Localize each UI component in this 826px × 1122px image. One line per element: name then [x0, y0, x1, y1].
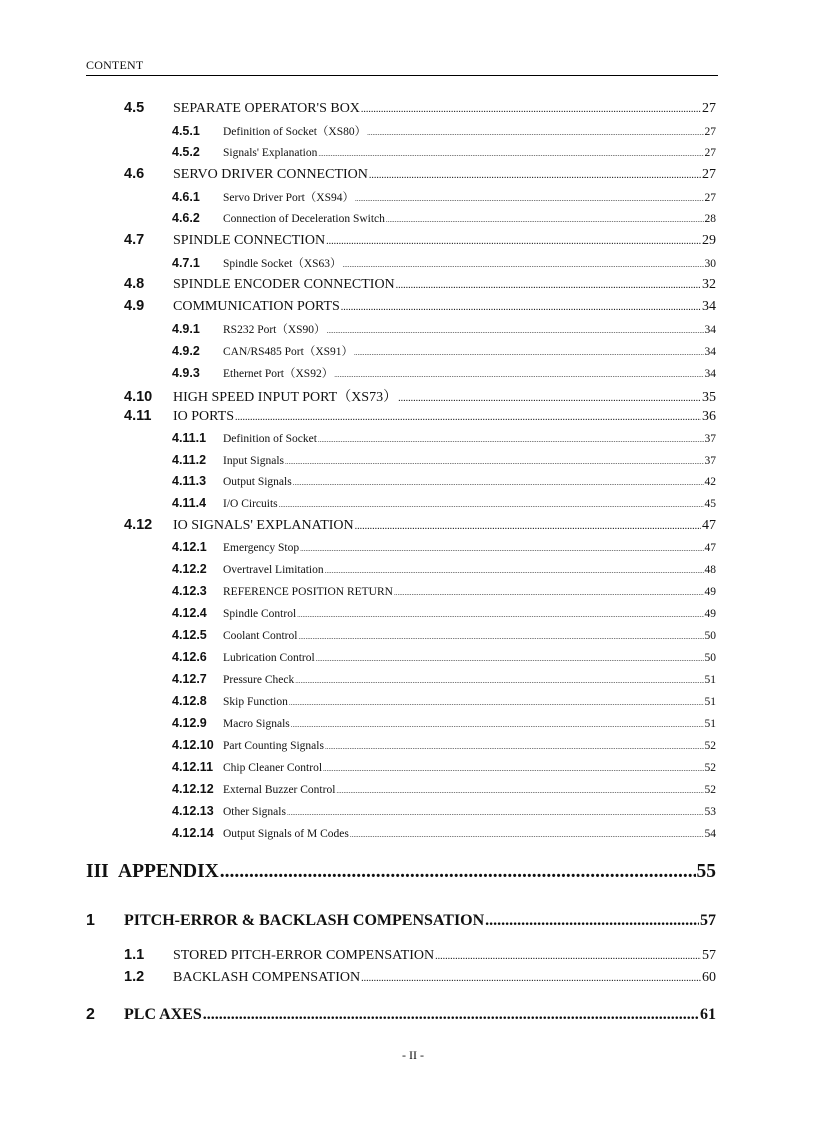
toc-entry-page: 28: [704, 213, 716, 225]
toc-entry-page: 34: [704, 368, 716, 380]
toc-entry-title: REFERENCE POSITION RETURN: [223, 586, 393, 598]
toc-entry[interactable]: [124, 298, 716, 315]
dot-leader: [291, 721, 704, 729]
toc-entry[interactable]: [172, 365, 716, 381]
toc-entry-number: 4.12.1: [172, 540, 207, 554]
toc-entry-page: 42: [704, 476, 716, 488]
dot-leader: [325, 567, 704, 575]
toc-entry-number: 4.12.10: [172, 738, 214, 752]
toc-entry-title: Definition of Socket（XS80）: [223, 126, 367, 138]
dot-leader: [327, 327, 704, 335]
toc-entry[interactable]: [172, 189, 716, 205]
toc-entry-page: 48: [704, 564, 716, 576]
toc-entry-page: 49: [704, 586, 716, 598]
toc-entry[interactable]: [124, 166, 716, 183]
toc-entry-page: 60: [702, 970, 716, 985]
toc-entry-number: 1: [86, 912, 95, 929]
toc-entry[interactable]: [86, 912, 716, 930]
toc-entry-number: 4.9.3: [172, 366, 200, 380]
dot-leader: [220, 861, 696, 883]
toc-entry-page: 27: [704, 147, 716, 159]
toc-entry-number: III: [86, 861, 109, 882]
toc-entry-number: 4.11.1: [172, 431, 207, 445]
toc-entry[interactable]: [172, 474, 716, 488]
toc-entry-page: 30: [704, 258, 716, 270]
toc-entry-title: Connection of Deceleration Switch: [223, 213, 385, 225]
toc-entry[interactable]: [124, 232, 716, 249]
toc-entry-page: 54: [704, 828, 716, 840]
toc-entry-number: 4.12.9: [172, 716, 207, 730]
toc-entry-title: Chip Cleaner Control: [223, 762, 323, 774]
toc-entry-number: 4.5: [124, 100, 145, 116]
toc-entry-number: 4.6.2: [172, 211, 200, 225]
dot-leader: [369, 167, 701, 183]
toc-entry-title: HIGH SPEED INPUT PORT（XS73）: [173, 390, 398, 405]
toc-entry[interactable]: [172, 628, 716, 642]
toc-entry-page: 55: [696, 861, 716, 882]
dot-leader: [398, 390, 701, 406]
toc-entry-number: 4.5.2: [172, 145, 200, 159]
dot-leader: [235, 409, 701, 425]
toc-entry-page: 35: [702, 390, 716, 405]
toc-entry[interactable]: [172, 760, 716, 774]
toc-entry-number: 4.12.3: [172, 584, 207, 598]
toc-entry-title: Macro Signals: [223, 718, 290, 730]
toc-entry-number: 4.6.1: [172, 190, 200, 204]
toc-entry-page: 37: [704, 433, 716, 445]
toc-entry-page: 51: [704, 696, 716, 708]
toc-entry[interactable]: [86, 1006, 716, 1024]
toc-entry-number: 4.12.6: [172, 650, 207, 664]
dot-leader: [203, 1006, 699, 1024]
toc-entry-title: SPINDLE ENCODER CONNECTION: [173, 277, 395, 292]
toc-entry-number: 4.11.3: [172, 474, 207, 488]
toc-entry-page: 36: [702, 409, 716, 424]
toc-entry-title: Output Signals of M Codes: [223, 828, 349, 840]
dot-leader: [361, 101, 701, 117]
toc-entry-title: SPINDLE CONNECTION: [173, 233, 326, 248]
toc-entry-title: CAN/RS485 Port（XS91）: [223, 346, 354, 358]
dot-leader: [361, 970, 701, 986]
dot-leader: [343, 261, 704, 269]
toc-entry-title: Overtravel Limitation: [223, 564, 324, 576]
toc-entry-number: 4.11: [124, 408, 152, 424]
toc-entry-number: 4.9.1: [172, 322, 200, 336]
toc-entry-title: SERVO DRIVER CONNECTION: [173, 167, 368, 182]
toc-entry-number: 4.6: [124, 166, 145, 182]
toc-entry-title: PLC AXES: [124, 1006, 202, 1023]
toc-entry[interactable]: [172, 672, 716, 686]
toc-entry[interactable]: [172, 804, 716, 818]
toc-entry[interactable]: [172, 650, 716, 664]
toc-entry-title: Input Signals: [223, 455, 285, 467]
toc-entry-page: 37: [704, 455, 716, 467]
toc-entry-page: 51: [704, 674, 716, 686]
toc-entry[interactable]: [124, 947, 716, 964]
toc-entry-number: 4.12.14: [172, 826, 214, 840]
dot-leader: [289, 699, 704, 707]
toc-entry-page: 51: [704, 718, 716, 730]
toc-entry-title: Pressure Check: [223, 674, 295, 686]
toc-entry-page: 47: [704, 542, 716, 554]
toc-entry-page: 47: [702, 518, 716, 533]
toc-entry[interactable]: [172, 321, 716, 337]
toc-entry-page: 52: [704, 784, 716, 796]
toc-entry[interactable]: [172, 606, 716, 620]
toc-entry[interactable]: [124, 408, 716, 425]
toc-entry[interactable]: [172, 255, 716, 271]
toc-entry[interactable]: [86, 861, 716, 883]
toc-entry-title: IO SIGNALS' EXPLANATION: [173, 518, 354, 533]
toc-entry-page: 27: [702, 167, 716, 182]
toc-entry-number: 4.9: [124, 298, 145, 314]
toc-entry[interactable]: [172, 738, 716, 752]
toc-entry[interactable]: [172, 540, 716, 554]
toc-entry-page: 27: [704, 192, 716, 204]
dot-leader: [293, 479, 704, 487]
dot-leader: [298, 633, 703, 641]
toc-entry-number: 4.12.2: [172, 562, 207, 576]
toc-entry-title: STORED PITCH-ERROR COMPENSATION: [173, 948, 435, 963]
dot-leader: [354, 349, 703, 357]
page-number: - II -: [402, 1048, 424, 1062]
toc-entry-number: 1.2: [124, 969, 145, 985]
toc-entry-number: 4.11.2: [172, 453, 207, 467]
toc-entry[interactable]: [172, 584, 716, 598]
toc-entry-title: Spindle Socket（XS63）: [223, 258, 342, 270]
toc-entry-number: 1.1: [124, 947, 145, 963]
dot-leader: [279, 501, 704, 509]
dot-leader: [287, 809, 704, 817]
toc-entry-page: 52: [704, 740, 716, 752]
toc-entry-page: 49: [704, 608, 716, 620]
toc-entry-title: COMMUNICATION PORTS: [173, 299, 340, 314]
toc-entry-number: 4.9.2: [172, 344, 200, 358]
toc-entry-number: 4.11.4: [172, 496, 207, 510]
toc-entry-page: 53: [704, 806, 716, 818]
toc-entry-number: 4.12.11: [172, 760, 214, 774]
toc-entry-page: 32: [702, 277, 716, 292]
toc-entry[interactable]: [124, 276, 716, 293]
toc-entry-number: 4.5.1: [172, 124, 200, 138]
dot-leader: [318, 150, 703, 158]
running-header: CONTENT: [86, 58, 144, 72]
toc-entry-number: 4.12.5: [172, 628, 207, 642]
toc-entry-title: Output Signals: [223, 476, 292, 488]
toc-entry-title: External Buzzer Control: [223, 784, 336, 796]
dot-leader: [355, 518, 701, 534]
toc-entry[interactable]: [172, 496, 716, 510]
toc-entry[interactable]: [172, 826, 716, 840]
toc-entry-page: 27: [702, 101, 716, 116]
toc-entry-number: 4.10: [124, 389, 153, 405]
dot-leader: [316, 655, 704, 663]
dot-leader: [318, 436, 704, 444]
toc-entry-page: 27: [704, 126, 716, 138]
dot-leader: [295, 677, 703, 685]
toc-entry-number: 4.7: [124, 232, 145, 248]
toc-entry-number: 4.12.4: [172, 606, 207, 620]
toc-entry-title: PITCH-ERROR & BACKLASH COMPENSATION: [124, 912, 485, 929]
dot-leader: [386, 216, 704, 224]
dot-leader: [326, 233, 701, 249]
toc-entry-title: SEPARATE OPERATOR'S BOX: [173, 101, 360, 116]
toc-entry-page: 52: [704, 762, 716, 774]
toc-entry-page: 57: [700, 912, 716, 929]
toc-entry[interactable]: [172, 716, 716, 730]
toc-entry-title: Signals' Explanation: [223, 147, 318, 159]
toc-entry-title: Ethernet Port（XS92）: [223, 368, 334, 380]
toc-entry-page: 50: [704, 652, 716, 664]
dot-leader: [355, 195, 704, 203]
dot-leader: [396, 277, 701, 293]
toc-entry-title: IO PORTS: [173, 409, 235, 424]
toc-entry-title: I/O Circuits: [223, 498, 278, 510]
toc-entry-title: Part Counting Signals: [223, 740, 324, 752]
dot-leader: [341, 299, 701, 315]
dot-leader: [334, 371, 703, 379]
dot-leader: [297, 611, 703, 619]
toc-entry[interactable]: [124, 517, 716, 534]
dot-leader: [350, 831, 704, 839]
toc-entry[interactable]: [172, 145, 716, 159]
toc-entry-title: BACKLASH COMPENSATION: [173, 970, 361, 985]
toc-entry-page: 45: [704, 498, 716, 510]
toc-entry[interactable]: [172, 431, 716, 445]
toc-entry[interactable]: [172, 453, 716, 467]
toc-entry-title: Spindle Control: [223, 608, 297, 620]
toc-entry[interactable]: [172, 123, 716, 139]
toc-entry-page: 34: [704, 346, 716, 358]
toc-entry[interactable]: [172, 343, 716, 359]
toc-entry-title: Emergency Stop: [223, 542, 300, 554]
toc-entry[interactable]: [172, 782, 716, 796]
dot-leader: [336, 787, 703, 795]
toc-entry-title: Coolant Control: [223, 630, 298, 642]
dot-leader: [435, 948, 701, 964]
toc-entry-number: 4.8: [124, 276, 145, 292]
toc-entry-number: 4.12: [124, 517, 153, 533]
toc-entry-number: 4.12.7: [172, 672, 207, 686]
dot-leader: [485, 912, 699, 930]
toc-entry-title: RS232 Port（XS90）: [223, 324, 326, 336]
toc-entry-number: 4.12.12: [172, 782, 214, 796]
dot-leader: [323, 765, 703, 773]
toc-entry-title: Other Signals: [223, 806, 286, 818]
toc-entry-number: 4.12.8: [172, 694, 207, 708]
toc-entry-title: Definition of Socket: [223, 433, 317, 445]
dot-leader: [325, 743, 704, 751]
toc-entry-page: 34: [704, 324, 716, 336]
toc-entry-page: 50: [704, 630, 716, 642]
toc-entry-title: APPENDIX: [118, 861, 219, 882]
dot-leader: [394, 589, 704, 597]
dot-leader: [285, 458, 703, 466]
toc-entry-page: 57: [702, 948, 716, 963]
toc-entry-page: 34: [702, 299, 716, 314]
toc-entry[interactable]: [172, 211, 716, 225]
dot-leader: [300, 545, 703, 553]
toc-entry-title: Lubrication Control: [223, 652, 315, 664]
toc-entry-title: Servo Driver Port（XS94）: [223, 192, 354, 204]
toc-entry-number: 4.12.13: [172, 804, 214, 818]
toc-entry-number: 2: [86, 1006, 95, 1023]
header-rule: [86, 75, 718, 76]
toc-entry[interactable]: [124, 100, 716, 117]
toc-entry-number: 4.7.1: [172, 256, 200, 270]
toc-entry[interactable]: [172, 562, 716, 576]
toc-entry[interactable]: [124, 386, 716, 406]
toc-entry-page: 29: [702, 233, 716, 248]
toc-entry[interactable]: [124, 969, 716, 986]
toc-entry-page: 61: [700, 1006, 716, 1023]
dot-leader: [367, 129, 703, 137]
toc-entry-title: Skip Function: [223, 696, 288, 708]
toc-entry[interactable]: [172, 694, 716, 708]
